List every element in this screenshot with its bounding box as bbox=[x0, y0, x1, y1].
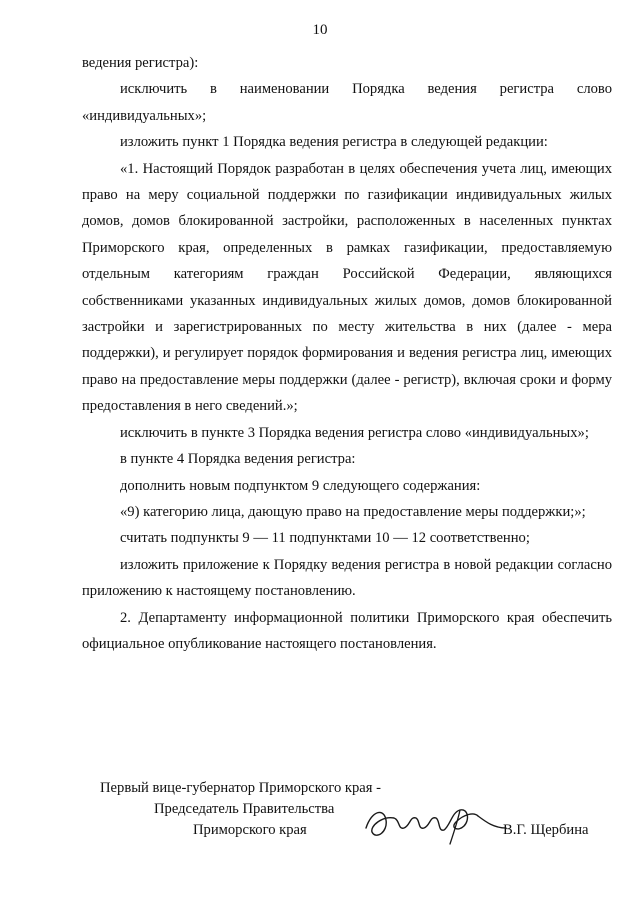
page-number: 10 bbox=[312, 22, 328, 38]
paragraph: в пункте 4 Порядка ведения регистра: bbox=[120, 451, 356, 468]
paragraph: исключить в пункте 3 Порядка ведения регистра слово «индивидуальных»; bbox=[120, 424, 589, 441]
paragraph: изложить пункт 1 Порядка ведения регистра в следующей редакции: bbox=[120, 134, 548, 151]
paragraph: «9) категорию лица, дающую право на предоставление меры поддержки;»; bbox=[120, 503, 586, 520]
paragraph: «1. Настоящий Порядок разработан в целях обеспечения учета лиц, имеющих право на меру социальной поддержки по газификации индивидуальных жилых домов, домов блокированной застройки, расположенных в населенных пунктах Приморского края, определенных в рамках газификации, предоставляемую отдельным категориям граждан Российской Федерации, являющихся собственниками указанных индивидуальных жилых домов, домов блокированной застройки и зарегистрированных по месту жительства в них (далее - мера поддержки), и регулирует порядок формирования и ведения регистра лиц, имеющих право на предоставление меры поддержки (далее - регистр), включая сроки и форму предоставления в него сведений.»; bbox=[82, 160, 612, 415]
handwritten-signature-icon bbox=[360, 798, 510, 848]
paragraph: считать подпункты 9 — 11 подпунктами 10 — 12 соответственно; bbox=[120, 530, 530, 547]
document-body bbox=[82, 50, 612, 657]
signature-block bbox=[0, 780, 640, 860]
signatory-title-line-3: Приморского края bbox=[193, 822, 307, 838]
paragraph: исключить в наименовании Порядка ведения регистра слово «индивидуальных»; bbox=[82, 81, 612, 124]
signatory-title-line-1: Первый вице-губернатор Приморского края - bbox=[100, 780, 382, 796]
paragraph: ведения регистра): bbox=[82, 55, 199, 71]
signatory-title-line-2: Председатель Правительства bbox=[154, 801, 335, 817]
signatory-name: В.Г. Щербина bbox=[503, 822, 589, 838]
paragraph: дополнить новым подпунктом 9 следующего содержания: bbox=[120, 477, 481, 494]
paragraph: изложить приложение к Порядку ведения регистра в новой редакции согласно приложению к настоящему постановлению. bbox=[82, 556, 612, 600]
paragraph: 2. Департаменту информационной политики Приморского края обеспечить официальное опубликование настоящего постановления. bbox=[82, 609, 612, 652]
